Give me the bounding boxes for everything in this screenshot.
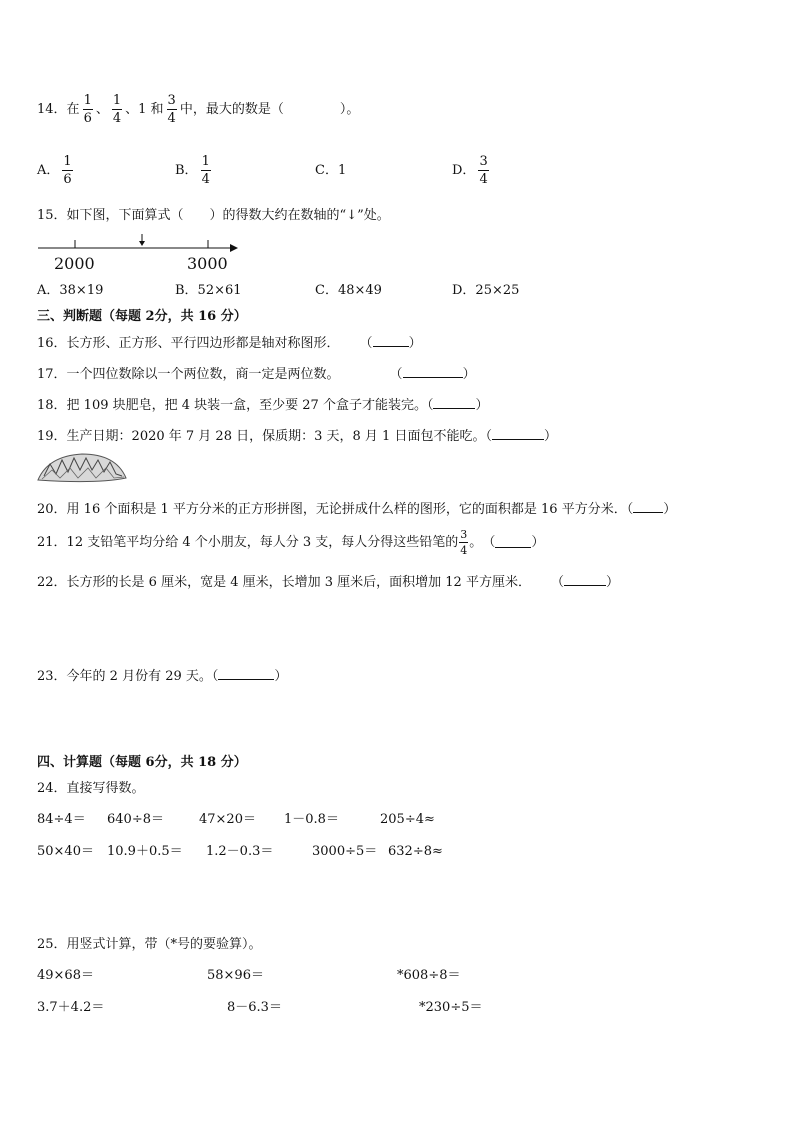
q15-option-a[interactable]: A．38×19 <box>37 283 104 298</box>
calc-item: 50×40＝ <box>37 844 94 859</box>
calc-item: 3000÷5＝ <box>312 844 378 859</box>
calc-item: 8－6.3＝ <box>227 1000 282 1015</box>
calc-item: 3.7＋4.2＝ <box>37 1000 105 1015</box>
question-22: 22．长方形的长是 6 厘米，宽是 4 厘米，长增加 3 厘米后，面积增加 12 平方厘米． （ ） <box>37 575 619 590</box>
q14-number: 14． <box>37 101 67 117</box>
axis-label-3000: 3000 <box>187 254 228 273</box>
answer-blank[interactable] <box>492 428 544 440</box>
calc-item: 84÷4＝ <box>37 812 86 827</box>
calc-item: *230÷5＝ <box>419 1000 483 1015</box>
answer-blank[interactable] <box>433 397 475 409</box>
answer-blank[interactable] <box>403 366 463 378</box>
answer-blank[interactable] <box>218 668 274 680</box>
calc-item: 640÷8＝ <box>107 812 164 827</box>
question-21: 21．12 支铅笔平均分给 4 个小朋友，每人分 3 支，每人分得这些铅笔的 $\frac{3}{4}$ 。 （ ） <box>37 527 545 557</box>
answer-blank[interactable] <box>373 335 409 347</box>
q14-fraction-2: $\frac{1}{4}$ <box>112 92 122 126</box>
q15-option-d[interactable]: D．25×25 <box>452 283 520 298</box>
calc-item: 47×20＝ <box>199 812 256 827</box>
calc-item: 632÷8≈ <box>388 844 443 859</box>
question-23: 23．今年的 2 月份有 29 天。（ ） <box>37 669 288 684</box>
question-17: 17．一个四位数除以一个两位数，商一定是两位数。 （ ） <box>37 367 476 382</box>
answer-blank[interactable] <box>564 574 606 586</box>
question-18: 18．把 109 块肥皂，把 4 块装一盒，至少要 27 个盒子才能装完。（ ） <box>37 398 489 413</box>
calc-item: 10.9＋0.5＝ <box>107 844 183 859</box>
calc-item: 1.2－0.3＝ <box>206 844 274 859</box>
q15-option-c[interactable]: C．48×49 <box>315 283 382 298</box>
answer-blank[interactable] <box>495 536 531 548</box>
axis-label-2000: 2000 <box>54 254 95 273</box>
q14-option-a[interactable]: A． $\frac{1}{6}$ <box>37 153 72 187</box>
question-25-title: 25．用竖式计算，带（*号的要验算）。 <box>37 937 262 952</box>
calc-item: 1－0.8＝ <box>284 812 339 827</box>
q14-prefix: 在 <box>66 101 80 117</box>
question-20: 20．用 16 个面积是 1 平方分米的正方形拼图，无论拼成什么样的图形，它的面积都是 16 平方分米．（ ） <box>37 502 677 517</box>
question-16: 16．长方形、正方形、平行四边形都是轴对称图形． （ ） <box>37 336 422 351</box>
question-14: 14． 在 $\frac{1}{6}$ 、 $\frac{1}{4}$ 、1 和 $\frac{3}{4}$ 中，最大的数是（ ）。 <box>37 92 360 126</box>
section-4-heading: 四、计算题（每题 6分，共 18 分） <box>37 755 247 770</box>
question-19: 19．生产日期：2020 年 7 月 28 日，保质期：3 天，8 月 1 日面包不能吃。（ ） <box>37 429 557 444</box>
section-3-heading: 三、判断题（每题 2分，共 16 分） <box>37 309 247 324</box>
bread-image <box>36 450 128 486</box>
answer-blank[interactable] <box>633 501 663 513</box>
question-24-title: 24．直接写得数。 <box>37 781 145 796</box>
q14-fraction-3: $\frac{3}{4}$ <box>167 92 176 126</box>
calc-item: *608÷8＝ <box>397 968 461 983</box>
q14-option-d[interactable]: D． $\frac{3}{4}$ <box>452 153 488 187</box>
calc-item: 205÷4≈ <box>380 812 435 827</box>
calc-item: 49×68＝ <box>37 968 94 983</box>
calc-item: 58×96＝ <box>207 968 264 983</box>
q14-option-b[interactable]: B． $\frac{1}{4}$ <box>175 153 210 187</box>
q15-option-b[interactable]: B．52×61 <box>175 283 242 298</box>
q14-option-c[interactable]: C．1 <box>315 163 347 178</box>
question-15: 15．如下图，下面算式（ ）的得数大约在数轴的“↓”处。 <box>37 208 390 223</box>
q14-fraction-1: $\frac{1}{6}$ <box>83 92 92 126</box>
